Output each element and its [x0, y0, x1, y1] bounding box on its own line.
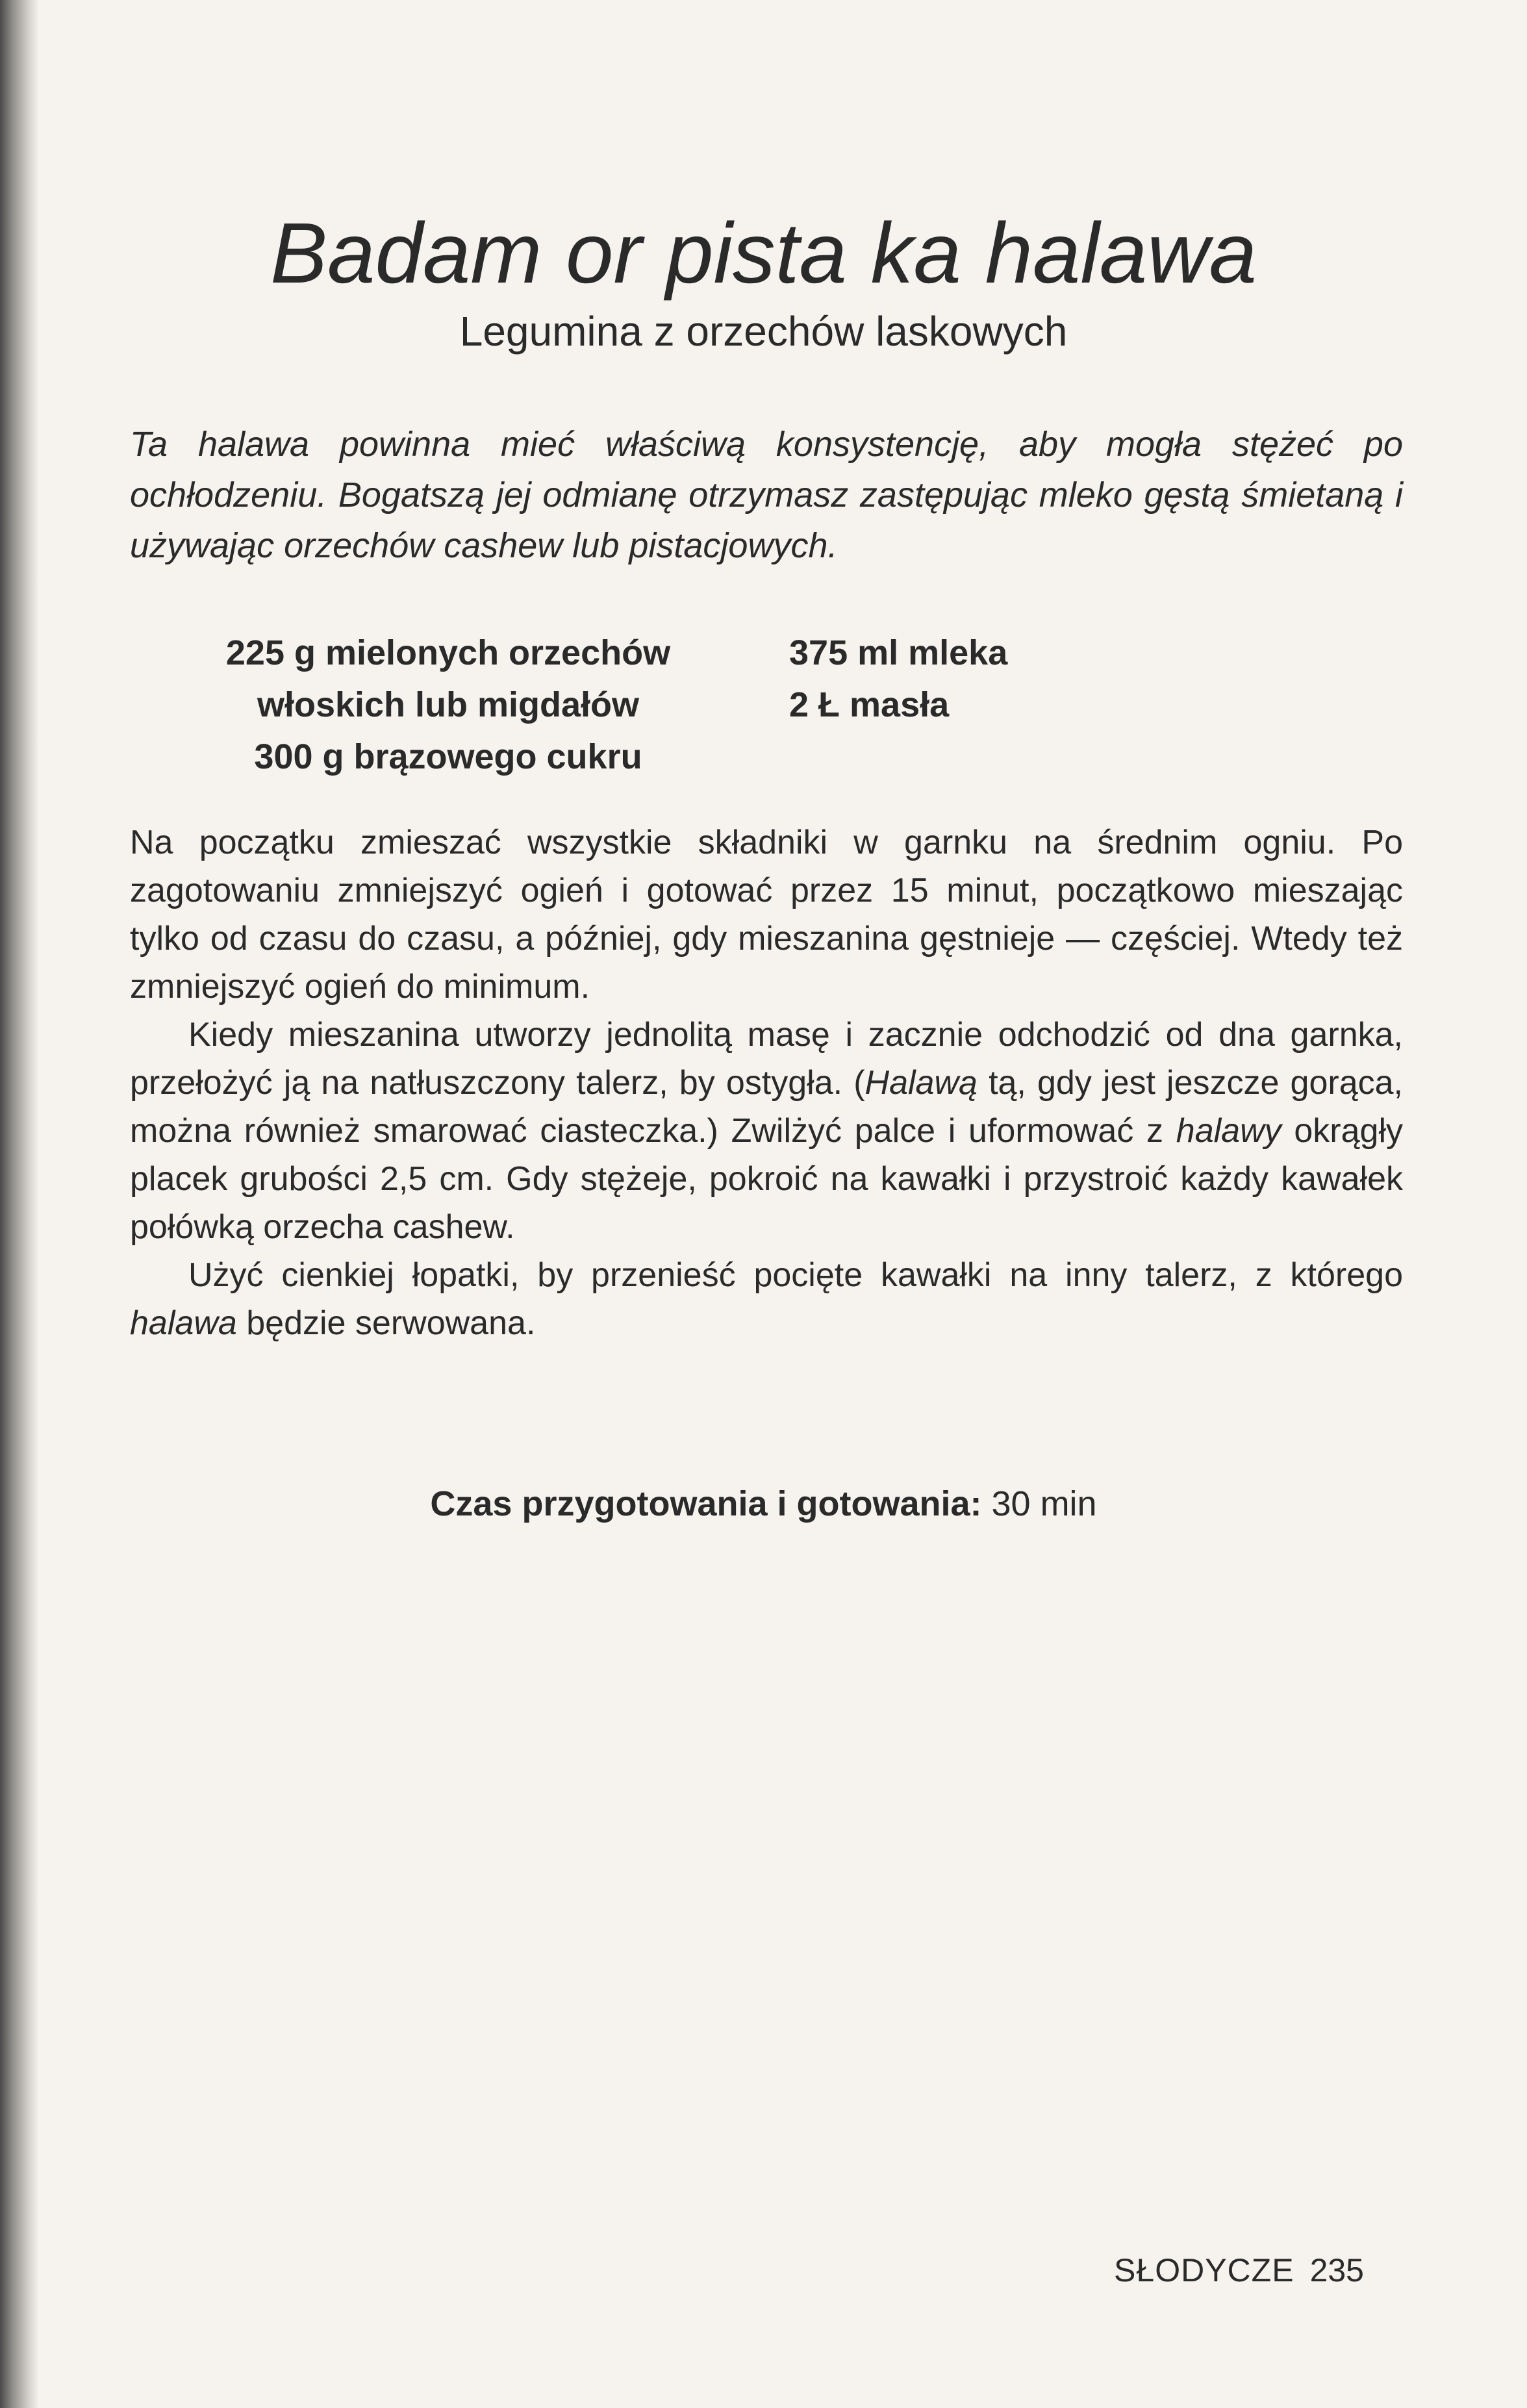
method-text: Kiedy mieszanina utworzy jednolitą masę i zacznie odchodzić od dna garnka, przełożyć ją na natłuszczony talerz, by ostygła. ( [130, 1016, 1403, 1102]
recipe-intro: Ta halawa powinna mieć właściwą konsystencję, aby mogła stężeć po ochłodzeniu. Bogatszą jej odmianę otrzymasz zastępując mleko gęstą śmietaną i używając orzechów cashew lub pistacjowych. [130, 425, 1403, 565]
ingredient-line: 2 Ł masła [789, 685, 950, 724]
method-paragraph-2 [130, 1011, 1403, 1251]
method-paragraph-1: Na początku zmieszać wszystkie składniki w garnku na średnim ogniu. Po zagotowaniu zmniejszyć ogień i gotować przez 15 minut, początkowo mieszając tylko od czasu do czasu, a później, gdy mieszanina gęstnieje — częściej. Wtedy też zmniejszyć ogień do minimum. [130, 824, 1403, 1006]
method-italic-term: halawy [1176, 1112, 1281, 1150]
prep-time-label: Czas przygotowania i gotowania: [430, 1484, 982, 1523]
ingredients-left-column [182, 627, 714, 783]
prep-time [0, 1478, 1527, 1530]
recipe-title: Badam or pista ka halawa [270, 205, 1257, 301]
method-italic-term: halawa [130, 1304, 237, 1342]
ingredient-line: 375 ml mleka [789, 633, 1008, 672]
page-number: 235 [1309, 2252, 1364, 2288]
method-text: tą, gdy jest jeszcze gorąca, można również smarować ciasteczka.) Zwilżyć palce i uformować z [130, 1064, 1404, 1150]
method-text: Użyć cienkiej łopatki, by przenieść pocięte kawałki na inny talerz, z którego [188, 1256, 1403, 1294]
recipe-method [130, 818, 1403, 1347]
ingredient-line: 225 g mielonych orzechów [225, 633, 671, 672]
ingredient-line: 300 g brązowego cukru [254, 737, 642, 776]
method-text: będzie serwowana. [236, 1304, 536, 1342]
book-spine-shadow [0, 0, 39, 2408]
page-footer [974, 2248, 1364, 2293]
section-name: SŁODYCZE [1114, 2252, 1294, 2288]
ingredients-right-column [789, 627, 1179, 731]
ingredient-line: włoskich lub migdałów [257, 685, 640, 724]
method-paragraph-3 [130, 1251, 1403, 1347]
method-italic-term: Halawą [864, 1064, 978, 1102]
prep-time-value: 30 min [991, 1484, 1097, 1523]
recipe-subtitle: Legumina z orzechów laskowych [459, 308, 1068, 355]
method-text: okrągły placek grubości 2,5 cm. Gdy stężeje, pokroić na kawałki i przystroić każdy kawałek połówką orzecha cashew. [130, 1112, 1404, 1246]
